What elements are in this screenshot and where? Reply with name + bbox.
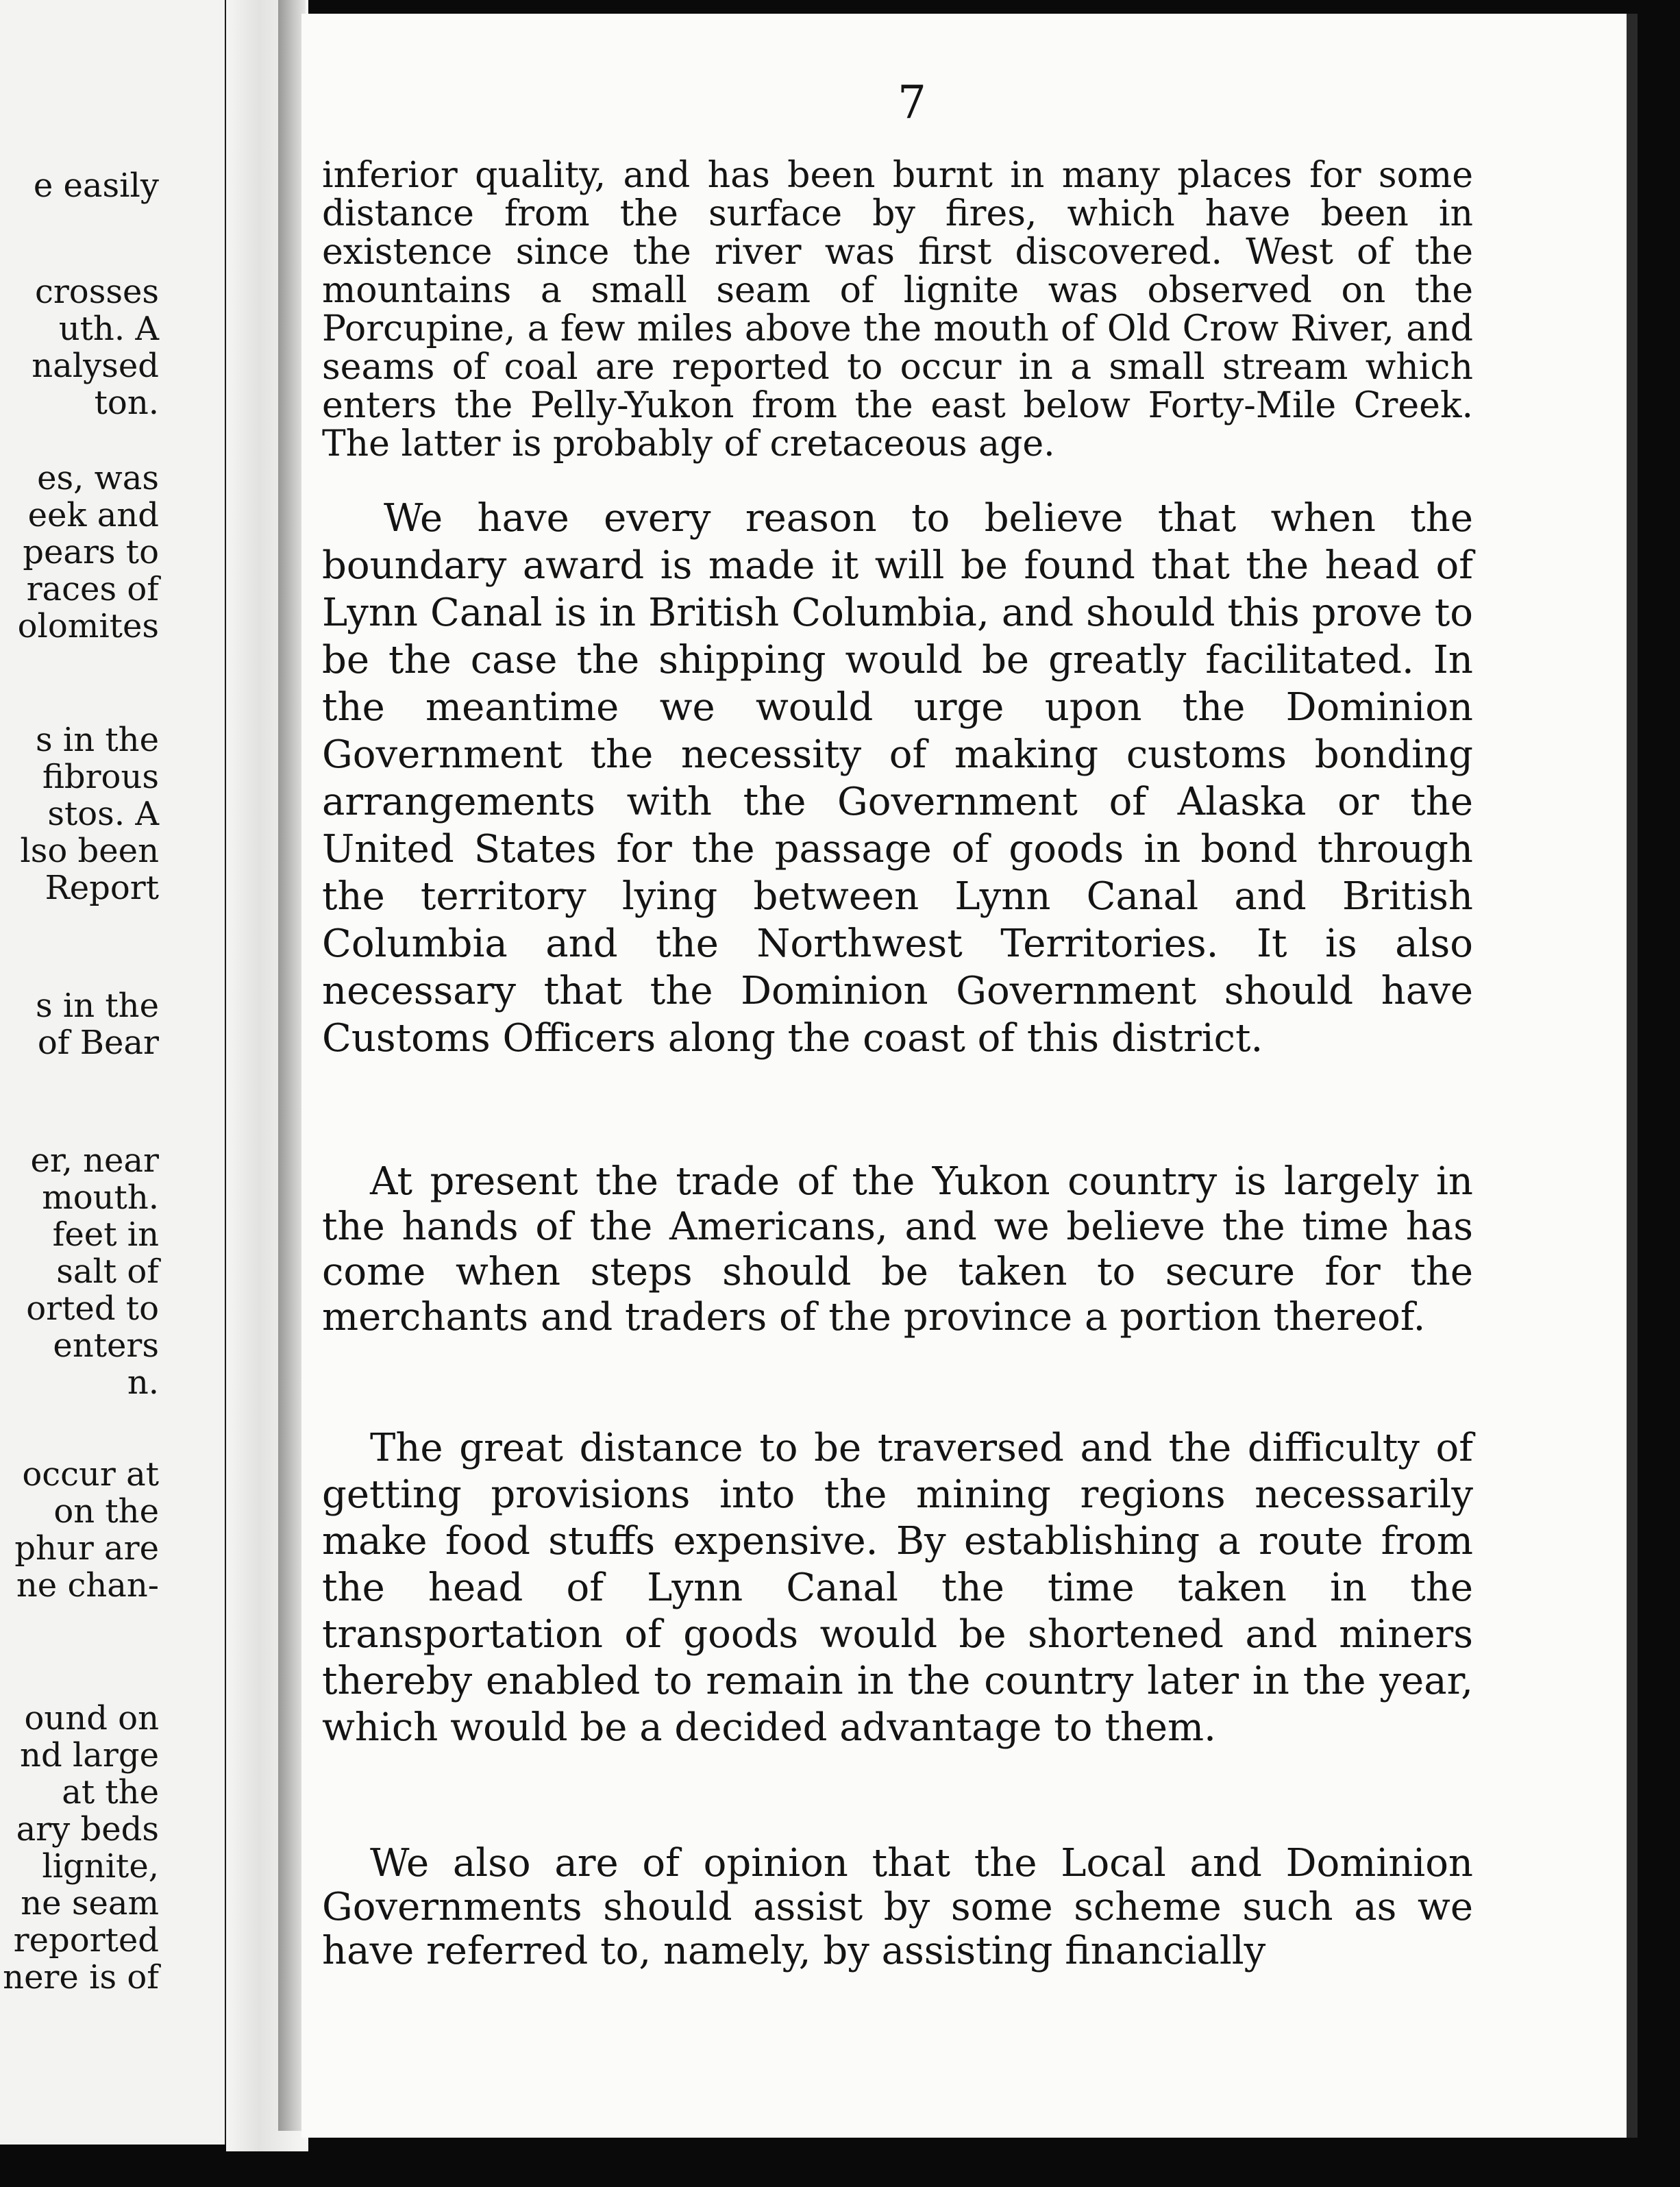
left-fragment: nd large (20, 1736, 159, 1775)
left-fragment: ary beds (16, 1810, 159, 1849)
paragraph-text: At present the trade of the Yukon country is largely in the hands of the Americans, and we believe the time has come when steps should be taken to secure for the merchants and traders of the province a portion thereof. (322, 1159, 1473, 1339)
paragraph-text: We have every reason to believe that when the boundary award is made it will be found that the head of Lynn Canal is in British Columbia, and should this prove to be the case the shipping would be greatly facilitated. In the meantime we would urge upon the Dominion Government the necessity of making customs bonding arrangements with the Government of Alaska or the United States for the passage of goods in bond through the territory lying between Lynn Canal and British Columbia and the Northwest Territories. It is also necessary that the Dominion Government should have Customs Officers along the coast of this district. (322, 496, 1473, 1061)
left-fragment: ound on (24, 1699, 159, 1738)
left-fragment: pears to (23, 533, 159, 571)
left-fragment: stos. A (47, 795, 159, 833)
paragraph-provisions (322, 1425, 1473, 1751)
left-fragment: races of (26, 570, 159, 608)
left-fragment: ne seam (21, 1884, 159, 1923)
paragraph-text: We also are of opinion that the Local and Dominion Governments should assist by some scheme such as we have referred to, namely, by assisting financially (322, 1841, 1473, 1973)
left-fragment: er, near (30, 1141, 159, 1180)
left-page (0, 0, 232, 2145)
left-fragment: e easily (33, 166, 159, 205)
page-number: 7 (898, 76, 926, 129)
paragraph-text: inferior quality, and has been burnt in many places for some distance from the surface by fires, which have been in existence since the river was first discovered. West of the mountains a small seam of lignite was observed on the Porcupine, a few miles above the mouth of Old Crow River, and seams of coal are reported to occur in a small stream which enters the Pelly-Yukon from the east below Forty-Mile Creek. The latter is probably of cretaceous age. (322, 155, 1473, 465)
left-fragment: fibrous (42, 758, 159, 796)
paragraph-government-assistance (322, 1842, 1473, 1973)
left-fragment: es, was (37, 459, 159, 497)
left-fragment: mouth. (42, 1178, 159, 1217)
paragraph-yukon-trade (322, 1159, 1473, 1340)
left-fragment: crosses (34, 273, 159, 311)
left-fragment: olomites (17, 607, 159, 645)
left-fragment: of Bear (37, 1024, 159, 1062)
left-fragment: orted to (26, 1289, 159, 1328)
left-fragment: phur are (14, 1529, 159, 1568)
left-fragment: uth. A (58, 310, 159, 348)
left-fragment: n. (127, 1363, 159, 1402)
left-fragment: at the (62, 1773, 159, 1812)
paragraph-text: The great distance to be traversed and the difficulty of getting provisions into the mining regions necessarily make food stuffs expensive. By establishing a route from the head of Lynn Canal the time taken in the transportation of goods would be shortened and miners thereby enabled to remain in the country later in the year, which would be a decided advantage to them. (322, 1426, 1473, 1750)
left-fragment: Report (45, 869, 159, 907)
left-fragment: s in the (35, 987, 159, 1025)
left-fragment: occur at (22, 1455, 159, 1494)
paragraph-boundary-award (322, 495, 1473, 1062)
left-fragment: salt of (56, 1252, 159, 1291)
left-fragment: lso been (20, 832, 159, 870)
left-fragment: lignite, (42, 1847, 159, 1886)
left-fragment: nalysed (32, 347, 159, 385)
left-fragment: ton. (94, 384, 159, 422)
left-fragment: nere is of (3, 1958, 159, 1997)
paragraph-continuation (322, 156, 1473, 463)
left-fragment: eek and (27, 496, 159, 534)
left-fragment: on the (53, 1492, 159, 1531)
left-fragment: ne chan- (16, 1566, 159, 1605)
left-fragment: s in the (35, 721, 159, 759)
left-fragment: reported (13, 1921, 159, 1960)
left-fragment: enters (53, 1326, 159, 1365)
left-fragment: feet in (52, 1215, 159, 1254)
